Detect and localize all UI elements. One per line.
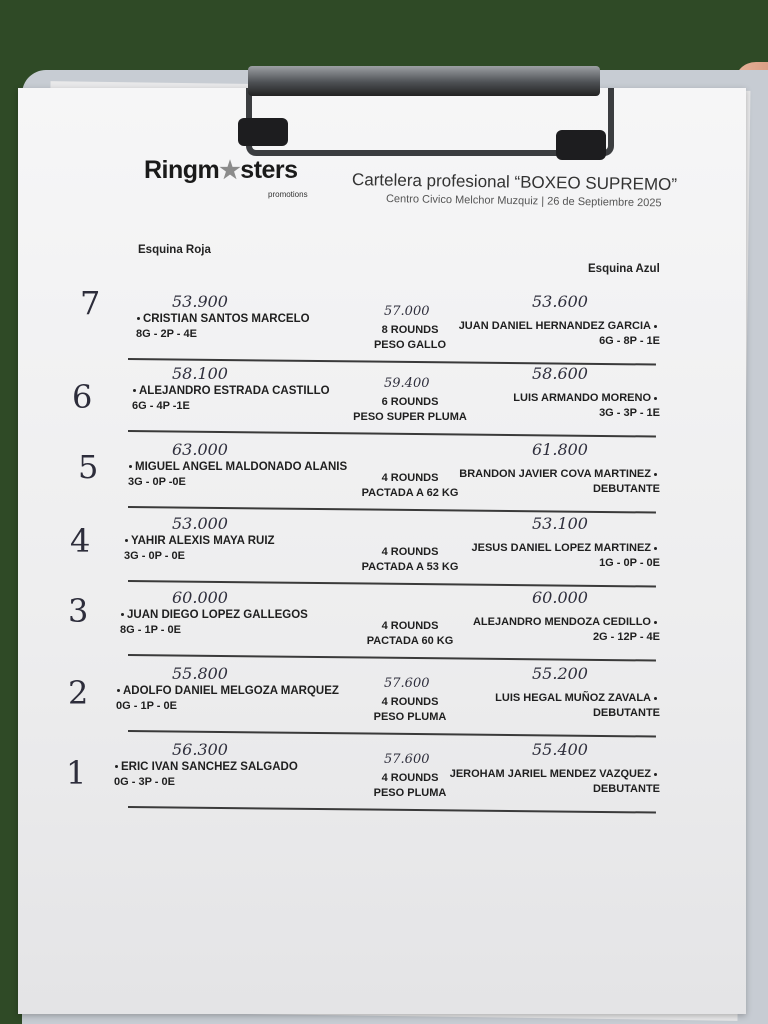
bout-number: 6	[72, 378, 93, 416]
bout-rounds: 4 ROUNDS	[381, 772, 439, 784]
blue-fighter-name	[495, 692, 660, 704]
blue-fighter-record: 6G - 8P - 1E	[599, 335, 660, 347]
red-fighter-record: 3G - 0P -0E	[128, 476, 186, 488]
red-fighter-name	[122, 535, 275, 547]
red-fighter-name	[126, 461, 347, 473]
blue-fighter-name	[473, 616, 660, 628]
bullet-icon	[654, 547, 657, 550]
blue-fighter-record: DEBUTANTE	[592, 783, 660, 795]
red-fighter-name	[114, 685, 339, 697]
bullet-icon	[654, 397, 657, 400]
blue-fighter-name	[459, 320, 660, 332]
event-subtitle: Centro Civico Melchor Muzquiz | 26 de Septiembre 2025	[385, 193, 662, 210]
red-weight: 53.900	[172, 292, 228, 311]
blue-weight: 61.800	[532, 440, 588, 459]
red-fighter-record: 3G - 0P - 0E	[124, 550, 185, 562]
bout-row	[0, 514, 768, 608]
red-fighter-name-text: YAHIR ALEXIS MAYA RUIZ	[131, 535, 275, 547]
blue-fighter-record: DEBUTANTE	[592, 483, 660, 495]
event-title: Cartelera profesional “BOXEO SUPREMO”	[351, 170, 678, 195]
blue-fighter-name-text: BRANDON JAVIER COVA MARTINEZ	[459, 468, 651, 480]
divider-line	[128, 506, 656, 513]
bullet-icon	[117, 689, 120, 692]
clip-bar	[248, 66, 600, 96]
mid-weight: 57.000	[384, 304, 430, 319]
red-fighter-name-text: ALEJANDRO ESTRADA CASTILLO	[139, 385, 330, 397]
bullet-icon	[129, 465, 132, 468]
red-fighter-name	[118, 609, 308, 621]
blue-corner-label: Esquina Azul	[588, 263, 660, 275]
bout-rounds: 8 ROUNDS	[381, 324, 439, 336]
red-fighter-name-text: ADOLFO DANIEL MELGOZA MARQUEZ	[123, 685, 339, 697]
blue-weight: 53.600	[532, 292, 588, 311]
bout-number: 7	[80, 284, 101, 322]
mid-weight: 57.600	[384, 676, 430, 691]
blue-weight: 55.200	[532, 664, 588, 683]
bout-category: PACTADA A 53 KG	[361, 561, 459, 573]
red-fighter-name-text: MIGUEL ANGEL MALDONADO ALANIS	[135, 461, 348, 473]
bullet-icon	[137, 317, 140, 320]
bullet-icon	[654, 697, 657, 700]
blue-fighter-name	[472, 542, 660, 554]
red-fighter-name-text: JUAN DIEGO LOPEZ GALLEGOS	[127, 609, 308, 621]
red-weight: 53.000	[172, 514, 228, 533]
bout-row	[0, 664, 768, 758]
blue-fighter-name	[513, 392, 660, 404]
bout-rounds: 4 ROUNDS	[381, 696, 439, 708]
blue-fighter-name	[459, 468, 660, 480]
bullet-icon	[654, 621, 657, 624]
blue-fighter-record: 1G - 0P - 0E	[599, 557, 660, 569]
blue-weight: 58.600	[532, 364, 588, 383]
bout-category: PESO PLUMA	[373, 787, 447, 799]
blue-fighter-name-text: ALEJANDRO MENDOZA CEDILLO	[472, 616, 651, 628]
red-fighter-name	[112, 761, 298, 773]
bout-rounds: 6 ROUNDS	[381, 396, 439, 408]
bout-category: PESO PLUMA	[373, 711, 447, 723]
blue-fighter-record: 2G - 12P - 4E	[592, 631, 660, 643]
blue-weight: 55.400	[532, 740, 588, 759]
star-icon: ★	[219, 157, 241, 184]
red-fighter-name-text: ERIC IVAN SANCHEZ SALGADO	[121, 761, 298, 773]
blue-fighter-record: DEBUTANTE	[592, 707, 660, 719]
bout-number: 3	[68, 592, 89, 630]
red-weight: 56.300	[172, 740, 228, 759]
bout-number: 2	[68, 674, 89, 712]
red-fighter-record: 0G - 3P - 0E	[114, 776, 175, 788]
bout-row	[0, 440, 768, 534]
red-fighter-record: 6G - 4P -1E	[132, 400, 190, 412]
mid-weight: 57.600	[384, 752, 430, 767]
bout-category: PACTADA 60 KG	[366, 635, 454, 647]
bullet-icon	[125, 539, 128, 542]
blue-fighter-name-text: LUIS ARMANDO MORENO	[513, 392, 651, 404]
bout-category: PACTADA A 62 KG	[361, 487, 459, 499]
red-fighter-name-text: CRISTIAN SANTOS MARCELO	[143, 313, 310, 325]
blue-fighter-name-text: JEROHAM JARIEL MENDEZ VAZQUEZ	[449, 768, 651, 780]
red-fighter-record: 8G - 2P - 4E	[136, 328, 197, 340]
red-weight: 63.000	[172, 440, 228, 459]
red-fighter-name	[134, 313, 310, 325]
bout-number: 4	[70, 522, 91, 560]
bullet-icon	[654, 473, 657, 476]
bout-number: 1	[66, 754, 87, 792]
clip-foot-right	[556, 130, 606, 160]
blue-fighter-name-text: JUAN DANIEL HERNANDEZ GARCIA	[458, 320, 651, 332]
bout-rounds: 4 ROUNDS	[381, 620, 439, 632]
blue-weight: 60.000	[532, 588, 588, 607]
blue-fighter-name	[450, 768, 660, 780]
bout-rounds: 4 ROUNDS	[381, 546, 439, 558]
red-corner-label: Esquina Roja	[138, 244, 211, 256]
clip-foot-left	[238, 118, 288, 146]
promoter-logo: Ringm★sters	[144, 156, 298, 184]
bullet-icon	[654, 325, 657, 328]
red-weight: 58.100	[172, 364, 228, 383]
bout-category: PESO SUPER PLUMA	[353, 411, 467, 423]
red-fighter-record: 0G - 1P - 0E	[116, 700, 177, 712]
divider-line	[128, 580, 656, 587]
bout-category: PESO GALLO	[373, 339, 447, 351]
red-fighter-record: 8G - 1P - 0E	[120, 624, 181, 636]
logo-subtitle: promotions	[268, 190, 308, 199]
bout-row	[0, 284, 768, 386]
divider-line	[128, 730, 656, 737]
bullet-icon	[654, 773, 657, 776]
mid-weight: 59.400	[384, 376, 430, 391]
bullet-icon	[133, 389, 136, 392]
blue-fighter-name-text: LUIS HEGAL MUÑOZ ZAVALA	[495, 692, 651, 704]
bullet-icon	[121, 613, 124, 616]
divider-line	[128, 654, 656, 661]
bullet-icon	[115, 765, 118, 768]
blue-fighter-record: 3G - 3P - 1E	[599, 407, 660, 419]
red-fighter-name	[130, 385, 330, 397]
bout-number: 5	[78, 448, 99, 486]
red-weight: 55.800	[172, 664, 228, 683]
divider-line	[128, 806, 656, 813]
bout-row	[0, 740, 768, 834]
bout-rounds: 4 ROUNDS	[381, 472, 439, 484]
blue-fighter-name-text: JESUS DANIEL LOPEZ MARTINEZ	[471, 542, 651, 554]
red-weight: 60.000	[172, 588, 228, 607]
bout-row	[0, 588, 768, 682]
bout-row	[0, 364, 768, 458]
blue-weight: 53.100	[532, 514, 588, 533]
divider-line	[128, 430, 656, 437]
